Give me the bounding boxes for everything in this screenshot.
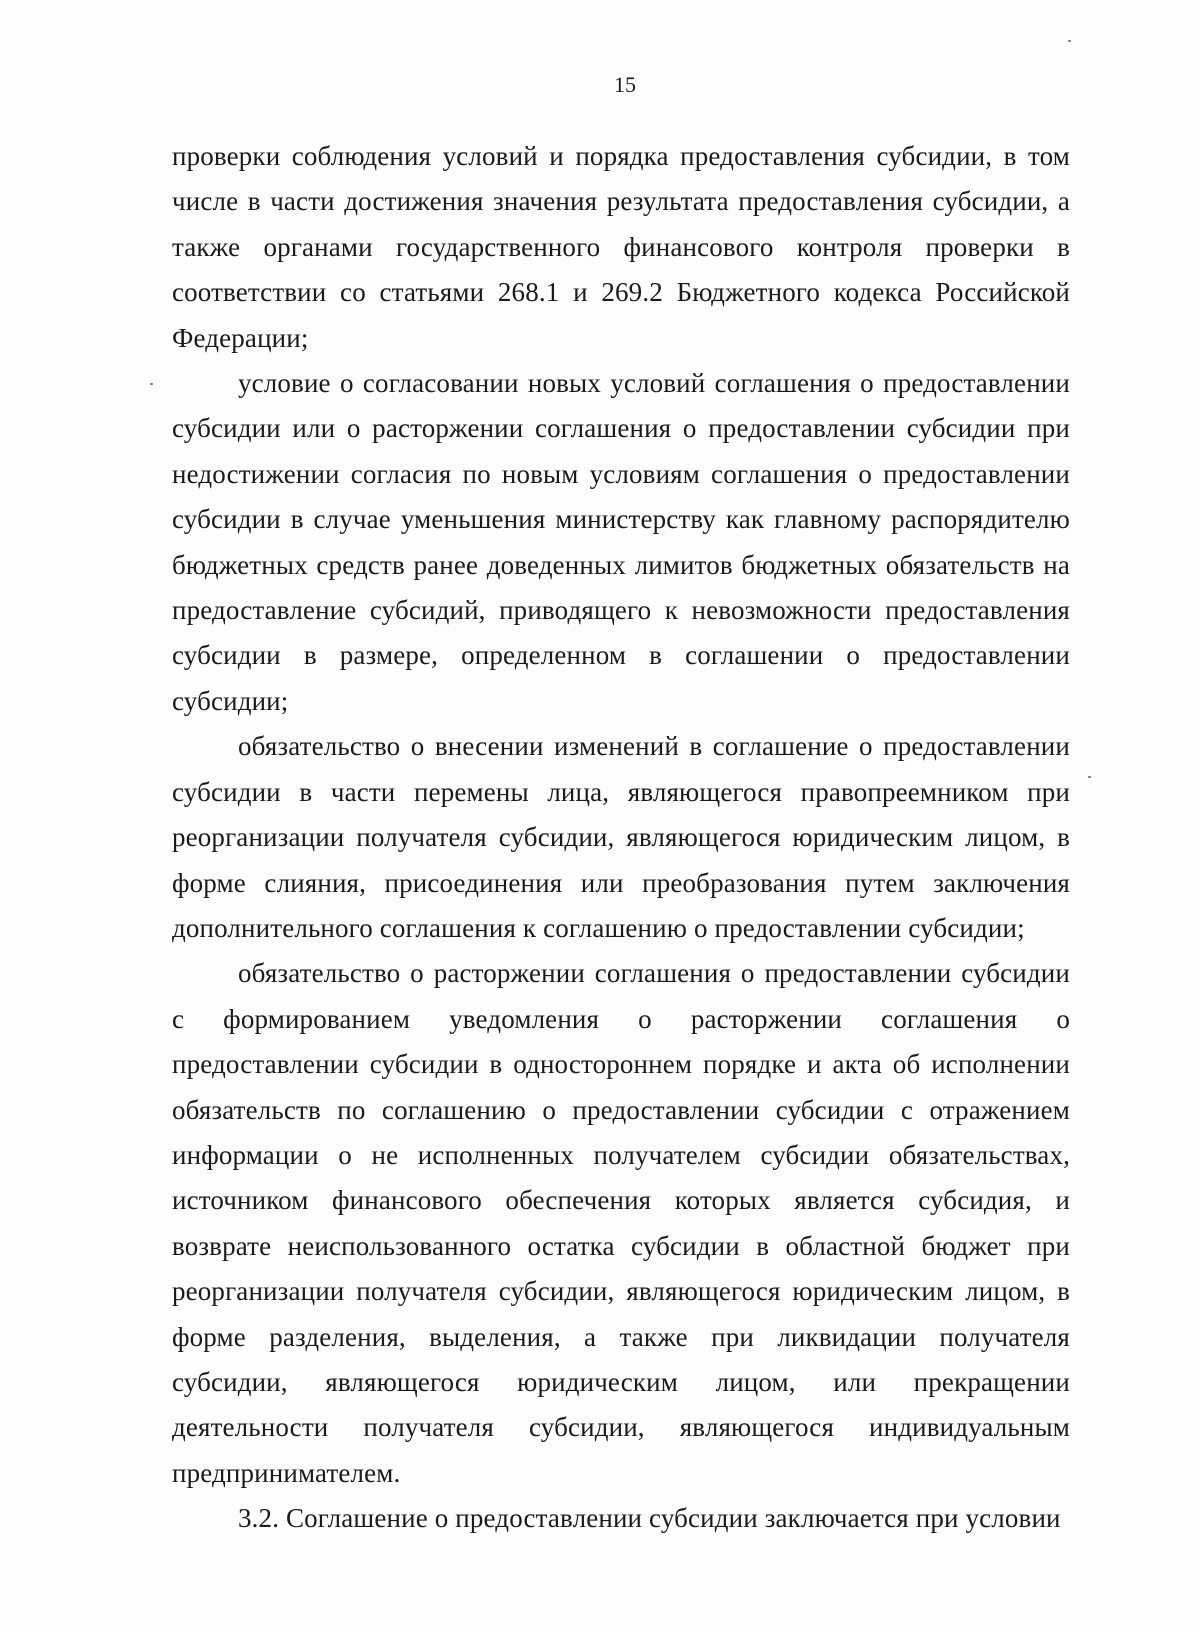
paragraph: обязательство о расторжении соглашения о предоставлении субсидии с формированием уведомления о расторжении соглашения о предоставлении субсидии в одностороннем порядке и акта об исполнении обязательств по соглашению о предоставлении субсидии с отражением информации о не исполненных получателем субсидии обязательствах, источником финансового обеспечения которых является субсидия, и возврате неиспользованного остатка субсидии в областной бюджет при реорганизации получателя субсидии, являющегося юридическим лицом, в форме разделения, выделения, а также при ликвидации получателя субсидии, являющегося юридическим лицом, или прекращении деятельности получателя субсидии, являющегося индивидуальным предпринимателем.	[172, 958, 1070, 1488]
scan-speck	[1088, 776, 1091, 778]
scan-speck	[150, 383, 153, 385]
page-number: 15	[614, 72, 636, 97]
paragraph: 3.2. Соглашение о предоставлении субсидии заключается при условии	[238, 1503, 1061, 1534]
paragraph: условие о согласовании новых условий соглашения о предоставлении субсидии или о расторжении соглашения о предоставлении субсидии при недостижении согласия по новым условиям соглашения о предоставлении субсидии в случае уменьшения министерству как главному распорядителю бюджетных средств ранее доведенных лимитов бюджетных обязательств на предоставление субсидий, приводящего к невозможности предоставления субсидии в размере, определенном в соглашении о предоставлении субсидии;	[172, 368, 1070, 716]
scan-speck	[1068, 40, 1071, 42]
paragraph: проверки соблюдения условий и порядка предоставления субсидии, в том числе в части достижения значения результата предоставления субсидии, а также органами государственного финансового контроля проверки в соответствии со статьями 268.1 и 269.2 Бюджетного кодекса Российской Федерации;	[172, 141, 1070, 353]
paragraph: обязательство о внесении изменений в соглашение о предоставлении субсидии в части перемены лица, являющегося правопреемником при реорганизации получателя субсидии, являющегося юридическим лицом, в форме слияния, присоединения или преобразования путем заключения дополнительного соглашения к соглашению о предоставлении субсидии;	[172, 731, 1070, 943]
document-body	[172, 134, 1070, 1542]
